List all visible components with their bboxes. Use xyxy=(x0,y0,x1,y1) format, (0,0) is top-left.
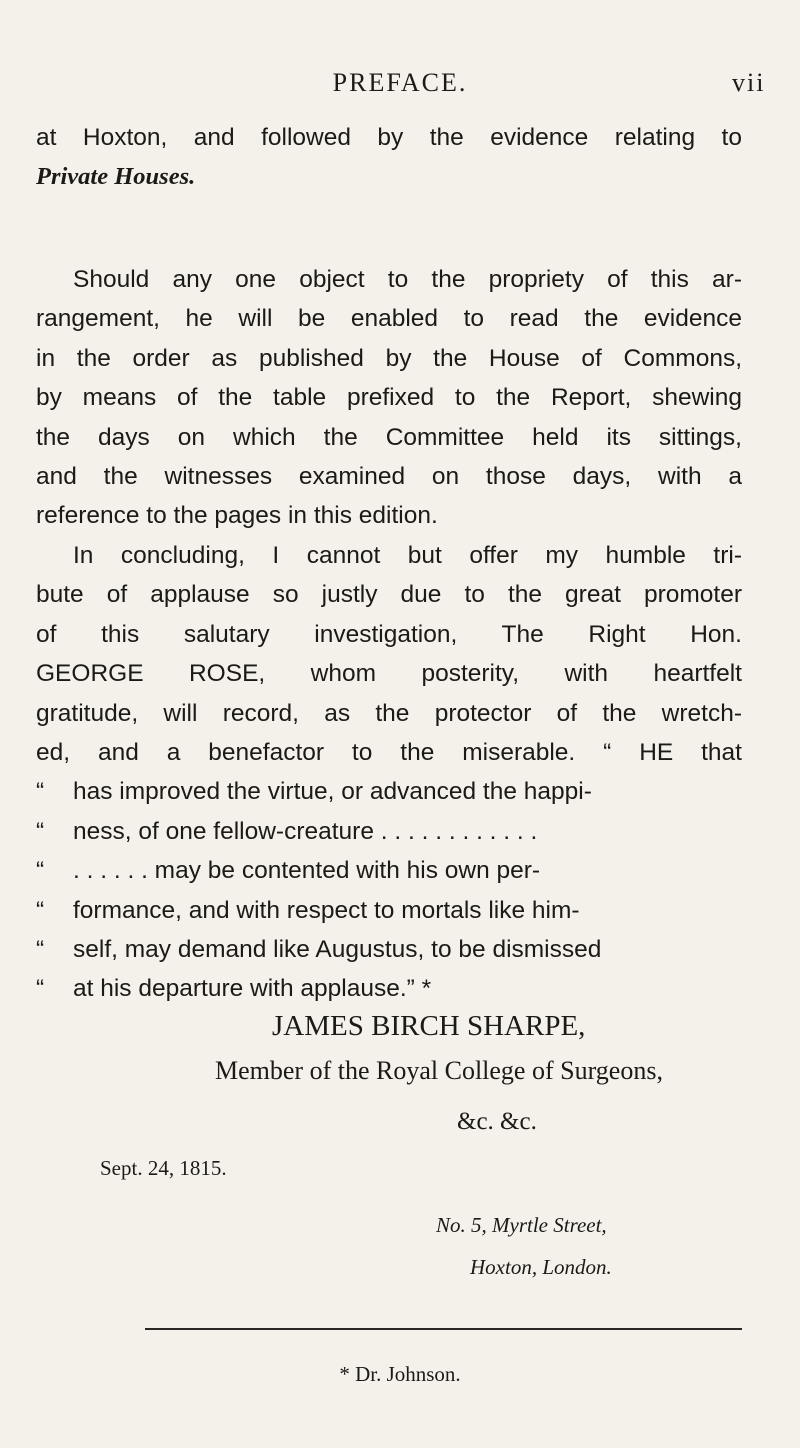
paragraph-2 xyxy=(36,260,742,536)
para2-line-3: in the order as published by the House of Commons, xyxy=(36,344,742,372)
quote-mark: “ xyxy=(36,975,45,1003)
para2-line-1: Should any one object to the propriety of this ar- xyxy=(73,266,742,293)
para3-line-8: “ ness, of one fellow-creature . . . . . . . . . . . . xyxy=(36,812,742,851)
para3-line-7: “ has improved the virtue, or advanced the happi- xyxy=(36,772,742,811)
quote-mark: “ xyxy=(36,778,45,806)
para1-line-1: at Hoxton, and followed by the evidence relating to xyxy=(36,124,742,151)
paragraph-3 xyxy=(36,536,742,1009)
para3-line-6: ed, and a benefactor to the miserable. “ HE that xyxy=(36,739,742,767)
para3-line-12: “ at his departure with applause.” * xyxy=(36,969,742,1008)
quote-mark: “ xyxy=(36,936,45,964)
footnote-rule xyxy=(145,1328,742,1330)
author-title: Member of the Royal College of Surgeons, xyxy=(215,1056,663,1085)
para3-line-10: “ formance, and with respect to mortals like him- xyxy=(36,891,742,930)
para3-line-4: GEORGE ROSE, whom posterity, with heartfelt xyxy=(36,660,742,688)
para2-line-6: and the witnesses examined on those days, with a xyxy=(36,463,742,491)
quote-mark: “ xyxy=(36,857,45,885)
page-number: vii xyxy=(732,68,766,97)
para2-line-4: by means of the table prefixed to the Report, shewing xyxy=(36,384,742,412)
para3-line-9: “ . . . . . . may be contented with his own per- xyxy=(36,851,742,890)
author-name: JAMES BIRCH SHARPE, xyxy=(272,1010,586,1042)
footnote: * Dr. Johnson. xyxy=(339,1362,461,1386)
running-head: PREFACE. xyxy=(332,68,468,97)
address-line-2: Hoxton, London. xyxy=(470,1255,612,1279)
para2-line-7: reference to the pages in this edition. xyxy=(36,502,438,530)
address-line-1: No. 5, Myrtle Street, xyxy=(436,1213,607,1237)
para1-line-2: Private Houses. xyxy=(36,163,196,191)
para3-line-1: In concluding, I cannot but offer my humble tri- xyxy=(73,542,742,569)
preface-date: Sept. 24, 1815. xyxy=(100,1156,227,1180)
paragraph-1 xyxy=(36,118,742,197)
author-etc: &c. &c. xyxy=(457,1108,537,1135)
quote-mark: “ xyxy=(36,817,45,845)
para3-line-5: gratitude, will record, as the protector of the wretch- xyxy=(36,699,742,727)
para3-line-11: “ self, may demand like Augustus, to be dismissed xyxy=(36,930,742,969)
para3-line-2: bute of applause so justly due to the great promoter xyxy=(36,581,742,609)
para2-line-5: the days on which the Committee held its sittings, xyxy=(36,423,742,451)
para3-line-3: of this salutary investigation, The Right Hon. xyxy=(36,620,742,648)
quote-mark: “ xyxy=(36,896,45,924)
para2-line-2: rangement, he will be enabled to read the evidence xyxy=(36,305,742,333)
